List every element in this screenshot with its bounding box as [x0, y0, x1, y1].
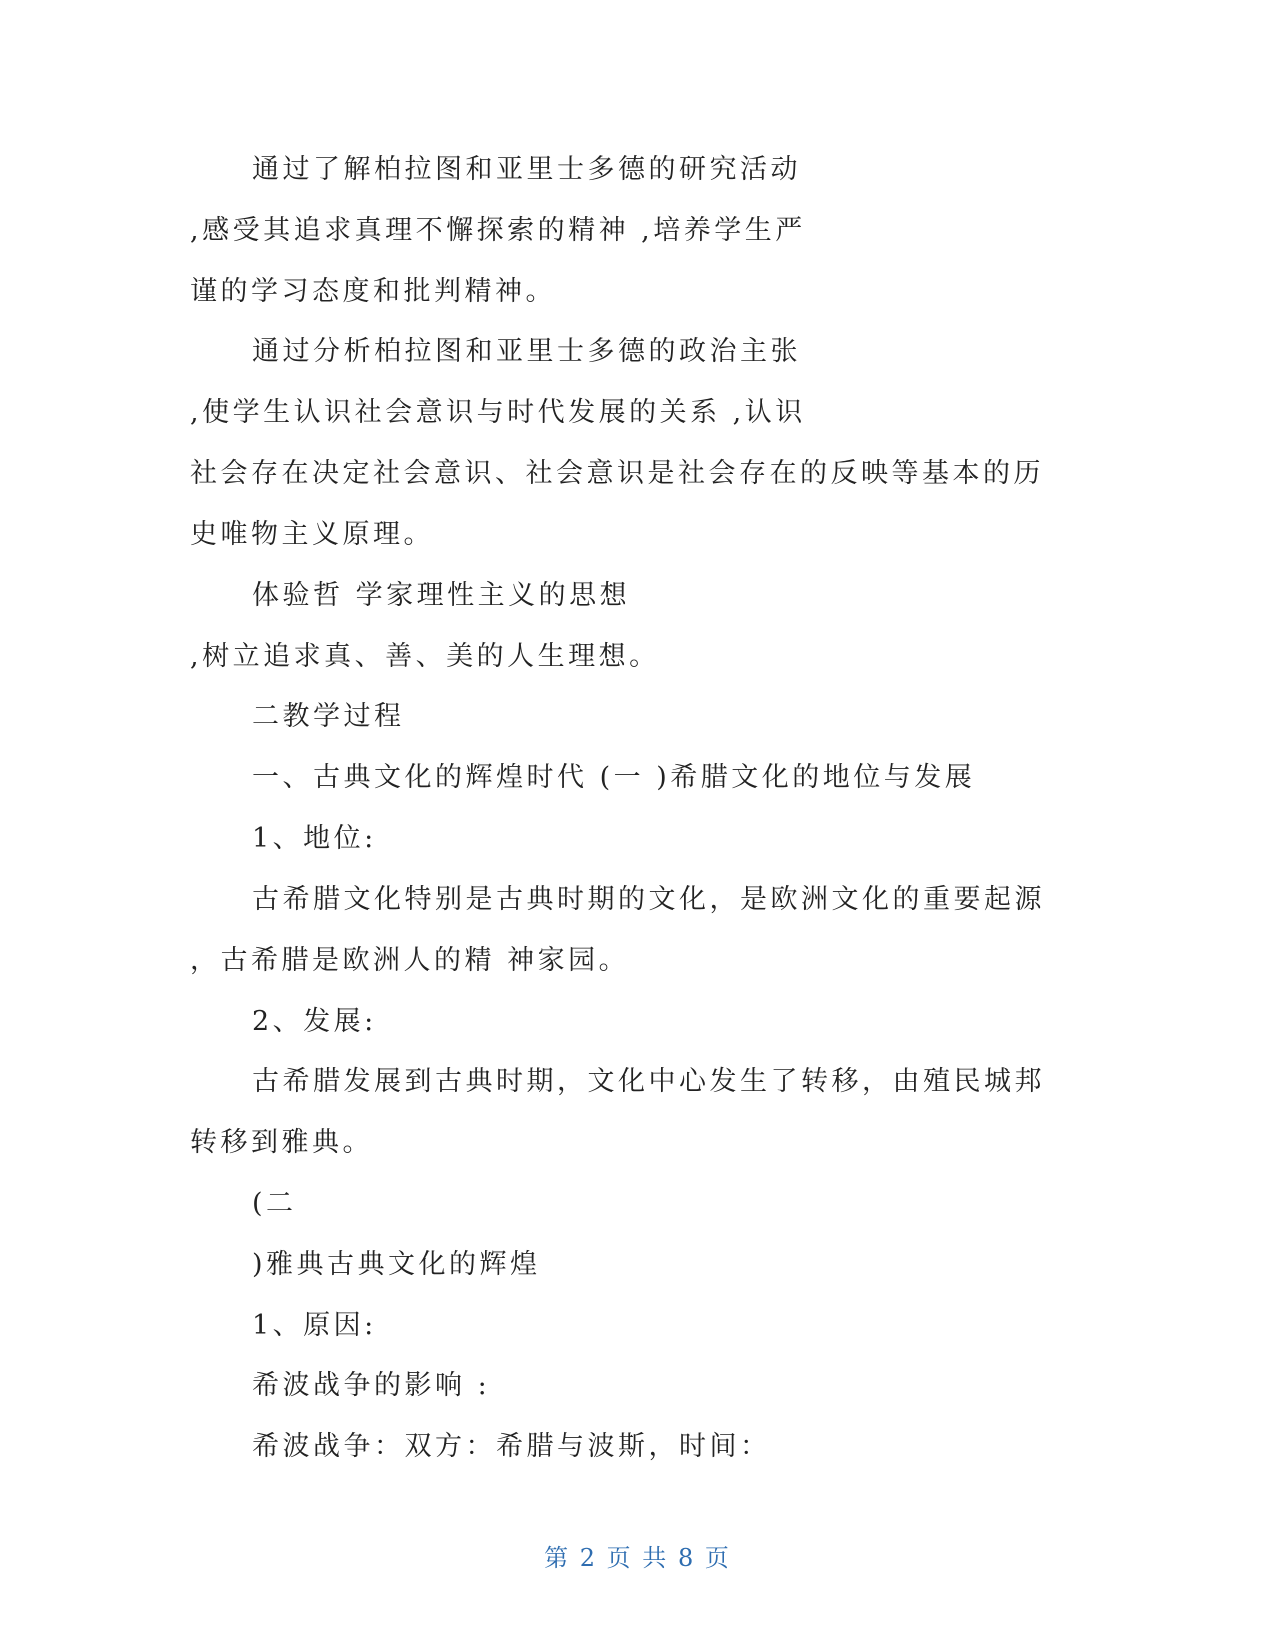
text-line: ,树立追求真、善、美的人生理想。 — [190, 641, 660, 672]
text-line: ,使学生认识社会意识与时代发展的关系 ,认识 — [190, 397, 806, 428]
text-line: 转移到雅典。 — [190, 1127, 373, 1158]
text-line: 通过了解柏拉图和亚里士多德的研究活动 — [252, 154, 801, 185]
subsection-heading: 1、地位: — [252, 823, 377, 854]
subsection-heading: 1、原因: — [252, 1310, 377, 1341]
text-line: 体验哲 学家理性主义的思想 — [252, 580, 631, 611]
section-heading: 二教学过程 — [252, 701, 405, 732]
text-line: 社会存在决定社会意识、社会意识是社会存在的反映等基本的历 — [190, 458, 1044, 489]
text-line: 谨的学习态度和批判精神。 — [190, 276, 556, 307]
section-heading: (二 — [252, 1188, 297, 1219]
text-line: 通过分析柏拉图和亚里士多德的政治主张 — [252, 336, 801, 367]
page-number-footer: 第 2 页 共 8 页 — [544, 1544, 731, 1572]
subsection-heading: 2、发展: — [252, 1006, 377, 1037]
text-line: 古希腊发展到古典时期，文化中心发生了转移，由殖民城邦 — [252, 1066, 1045, 1097]
text-line: ,感受其追求真理不懈探索的精神 ,培养学生严 — [190, 215, 806, 246]
section-heading: )雅典古典文化的辉煌 — [252, 1249, 541, 1280]
text-line: 史唯物主义原理。 — [190, 519, 434, 550]
text-line: ，古希腊是欧洲人的精 神家园。 — [190, 945, 630, 976]
text-line: 古希腊文化特别是古典时期的文化，是欧洲文化的重要起源 — [252, 884, 1045, 915]
text-line: 希波战争：双方：希腊与波斯，时间： — [252, 1431, 771, 1462]
text-line: 希波战争的影响 : — [252, 1370, 491, 1401]
section-heading: 一、古典文化的辉煌时代 (一 )希腊文化的地位与发展 — [252, 762, 976, 793]
